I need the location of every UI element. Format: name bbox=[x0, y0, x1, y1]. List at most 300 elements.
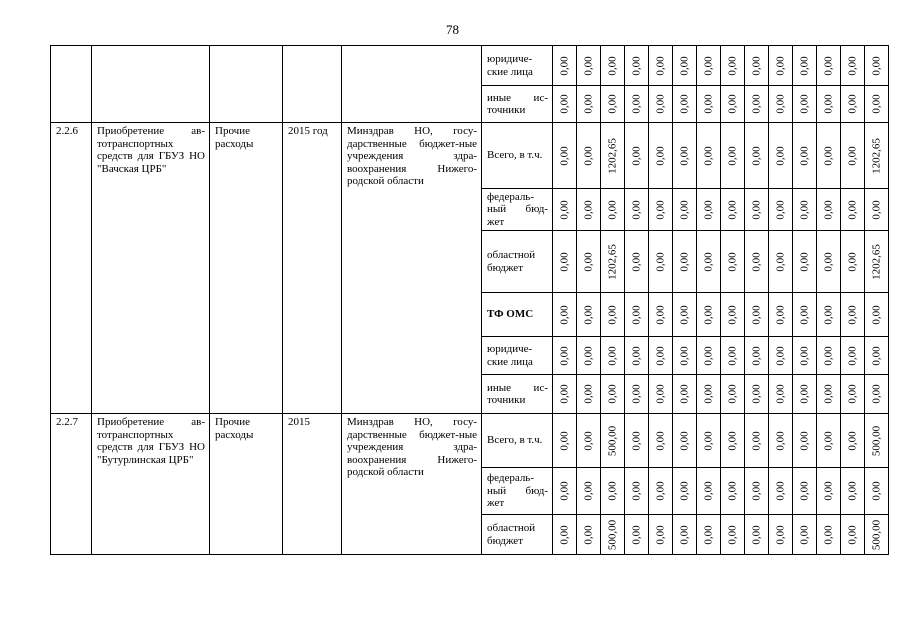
amount-cell bbox=[649, 375, 673, 414]
amount-value: 0,00 bbox=[726, 430, 738, 451]
year: 2015 год bbox=[288, 125, 328, 137]
amount-cell bbox=[865, 293, 889, 337]
amount-cell bbox=[673, 46, 697, 86]
amount-cell bbox=[553, 46, 577, 86]
amount-cell bbox=[673, 189, 697, 231]
amount-value: 0,00 bbox=[678, 55, 690, 76]
expense-type-cell bbox=[210, 414, 283, 555]
amount-value: 0,00 bbox=[630, 304, 642, 325]
measure-name-cell bbox=[92, 46, 210, 123]
amount-cell bbox=[577, 515, 601, 555]
amount-cell bbox=[697, 468, 721, 515]
amount-cell bbox=[721, 337, 745, 375]
year bbox=[283, 46, 341, 48]
amount-cell bbox=[577, 86, 601, 123]
amount-value: 0,00 bbox=[822, 481, 834, 501]
amount-cell bbox=[553, 189, 577, 231]
amount-value: 0,00 bbox=[678, 481, 690, 501]
amount-value: 0,00 bbox=[798, 145, 810, 166]
amount-cell bbox=[769, 123, 793, 189]
amount-cell bbox=[673, 468, 697, 515]
funding-source: юридиче-ские лица bbox=[487, 53, 533, 78]
row-code-cell bbox=[51, 46, 92, 123]
expense-type-cell bbox=[210, 123, 283, 414]
funding-source: ТФ ОМС bbox=[487, 308, 534, 321]
amount-cell bbox=[601, 414, 625, 468]
amount-cell bbox=[817, 123, 841, 189]
amount-cell bbox=[649, 468, 673, 515]
amount-value: 0,00 bbox=[726, 145, 738, 166]
amount-value: 0,00 bbox=[846, 94, 858, 114]
amount-cell bbox=[697, 375, 721, 414]
amount-value: 0,00 bbox=[726, 55, 738, 76]
amount-cell bbox=[625, 86, 649, 123]
amount-cell bbox=[601, 231, 625, 293]
amount-value: 0,00 bbox=[846, 345, 858, 366]
amount-cell bbox=[553, 414, 577, 468]
amount-value: 0,00 bbox=[750, 345, 762, 366]
funding-source-cell bbox=[482, 468, 553, 515]
amount-value: 0,00 bbox=[846, 481, 858, 501]
amount-value: 0,00 bbox=[750, 251, 762, 272]
amount-value: 0,00 bbox=[654, 94, 666, 114]
amount-value: 0,00 bbox=[678, 145, 690, 166]
amount-value: 0,00 bbox=[630, 481, 642, 501]
row-code-cell bbox=[51, 414, 92, 555]
amount-value: 0,00 bbox=[558, 524, 570, 545]
amount-cell bbox=[793, 293, 817, 337]
amount-value: 0,00 bbox=[750, 145, 762, 166]
amount-value: 0,00 bbox=[630, 345, 642, 366]
amount-cell bbox=[841, 293, 865, 337]
amount-value: 0,00 bbox=[678, 199, 690, 220]
amount-cell bbox=[745, 337, 769, 375]
amount-value: 0,00 bbox=[774, 251, 786, 272]
amount-value: 0,00 bbox=[558, 430, 570, 451]
amount-value: 1202,65 bbox=[870, 137, 882, 174]
amount-cell bbox=[649, 293, 673, 337]
amount-cell bbox=[817, 515, 841, 555]
funding-source-cell bbox=[482, 189, 553, 231]
amount-cell bbox=[697, 414, 721, 468]
amount-value: 0,00 bbox=[558, 94, 570, 114]
amount-cell bbox=[841, 414, 865, 468]
amount-cell bbox=[817, 46, 841, 86]
amount-cell bbox=[865, 515, 889, 555]
amount-value: 500,00 bbox=[870, 519, 882, 550]
amount-value: 0,00 bbox=[678, 430, 690, 451]
amount-value: 0,00 bbox=[678, 251, 690, 272]
amount-value: 0,00 bbox=[870, 384, 882, 404]
amount-cell bbox=[769, 46, 793, 86]
amount-cell bbox=[721, 293, 745, 337]
amount-cell bbox=[721, 515, 745, 555]
executor: Минздрав НО, госу-дарственные бюджет-ные учреждения здра-воохранения Нижего-родской области bbox=[347, 416, 477, 478]
amount-cell bbox=[577, 231, 601, 293]
amount-value: 0,00 bbox=[630, 251, 642, 272]
measure-name-cell bbox=[92, 414, 210, 555]
amount-cell bbox=[793, 337, 817, 375]
amount-cell bbox=[865, 337, 889, 375]
amount-value: 0,00 bbox=[846, 251, 858, 272]
amount-value: 0,00 bbox=[558, 304, 570, 325]
expense-type-cell bbox=[210, 46, 283, 123]
amount-value: 0,00 bbox=[606, 481, 618, 501]
amount-cell bbox=[793, 414, 817, 468]
row-code: 2.2.7 bbox=[56, 416, 78, 428]
amount-value: 0,00 bbox=[654, 384, 666, 404]
amount-value: 0,00 bbox=[798, 430, 810, 451]
amount-cell bbox=[793, 468, 817, 515]
amount-cell bbox=[817, 293, 841, 337]
amount-value: 0,00 bbox=[798, 251, 810, 272]
amount-cell bbox=[817, 414, 841, 468]
amount-value: 0,00 bbox=[774, 430, 786, 451]
amount-value: 0,00 bbox=[654, 145, 666, 166]
amount-cell bbox=[625, 414, 649, 468]
amount-cell bbox=[649, 86, 673, 123]
amount-value: 0,00 bbox=[606, 384, 618, 404]
amount-value: 0,00 bbox=[774, 384, 786, 404]
amount-value: 0,00 bbox=[558, 384, 570, 404]
amount-value: 0,00 bbox=[702, 430, 714, 451]
amount-cell bbox=[601, 189, 625, 231]
amount-cell bbox=[697, 293, 721, 337]
amount-cell bbox=[601, 86, 625, 123]
amount-value: 0,00 bbox=[750, 430, 762, 451]
amount-value: 0,00 bbox=[630, 199, 642, 220]
amount-value: 0,00 bbox=[822, 145, 834, 166]
executor-cell bbox=[342, 123, 482, 414]
amount-value: 0,00 bbox=[558, 55, 570, 76]
amount-value: 0,00 bbox=[750, 524, 762, 545]
row-code-cell bbox=[51, 123, 92, 414]
funding-source: областной бюджет bbox=[487, 522, 536, 547]
amount-value: 500,00 bbox=[606, 425, 618, 456]
amount-cell bbox=[625, 293, 649, 337]
amount-value: 0,00 bbox=[846, 199, 858, 220]
amount-cell bbox=[553, 468, 577, 515]
amount-cell bbox=[769, 293, 793, 337]
amount-value: 0,00 bbox=[582, 481, 594, 501]
amount-value: 0,00 bbox=[774, 55, 786, 76]
amount-cell bbox=[841, 189, 865, 231]
funding-source-cell bbox=[482, 123, 553, 189]
amount-cell bbox=[649, 414, 673, 468]
amount-value: 0,00 bbox=[558, 481, 570, 501]
amount-cell bbox=[601, 337, 625, 375]
amount-cell bbox=[721, 414, 745, 468]
amount-cell bbox=[697, 189, 721, 231]
amount-value: 0,00 bbox=[726, 481, 738, 501]
amount-value: 0,00 bbox=[702, 304, 714, 325]
amount-value: 0,00 bbox=[798, 384, 810, 404]
funding-source: иные ис-точники bbox=[487, 381, 548, 406]
amount-value: 0,00 bbox=[846, 145, 858, 166]
amount-cell bbox=[745, 86, 769, 123]
amount-value: 0,00 bbox=[822, 251, 834, 272]
amount-value: 0,00 bbox=[702, 94, 714, 114]
amount-value: 0,00 bbox=[654, 304, 666, 325]
amount-cell bbox=[769, 231, 793, 293]
amount-cell bbox=[745, 46, 769, 86]
amount-cell bbox=[793, 86, 817, 123]
amount-cell bbox=[865, 468, 889, 515]
funding-source: иные ис-точники bbox=[487, 91, 548, 116]
year-cell bbox=[283, 123, 342, 414]
year-cell bbox=[283, 46, 342, 123]
amount-value: 0,00 bbox=[822, 345, 834, 366]
table-row bbox=[51, 123, 889, 189]
amount-cell bbox=[841, 231, 865, 293]
amount-cell bbox=[817, 337, 841, 375]
amount-cell bbox=[601, 293, 625, 337]
funding-source: Всего, в т.ч. bbox=[487, 434, 543, 447]
amount-cell bbox=[841, 468, 865, 515]
amount-value: 0,00 bbox=[702, 145, 714, 166]
amount-cell bbox=[841, 515, 865, 555]
measure-name-cell bbox=[92, 123, 210, 414]
amount-value: 0,00 bbox=[726, 304, 738, 325]
amount-value: 0,00 bbox=[630, 55, 642, 76]
amount-value: 0,00 bbox=[678, 524, 690, 545]
amount-value: 0,00 bbox=[582, 524, 594, 545]
funding-source-cell bbox=[482, 46, 553, 86]
amount-cell bbox=[793, 123, 817, 189]
amount-value: 0,00 bbox=[630, 94, 642, 114]
amount-cell bbox=[649, 337, 673, 375]
amount-cell bbox=[721, 468, 745, 515]
amount-value: 0,00 bbox=[558, 345, 570, 366]
amount-value: 0,00 bbox=[846, 524, 858, 545]
amount-cell bbox=[745, 293, 769, 337]
amount-value: 0,00 bbox=[558, 251, 570, 272]
amount-cell bbox=[673, 337, 697, 375]
amount-cell bbox=[601, 375, 625, 414]
amount-value: 0,00 bbox=[750, 199, 762, 220]
amount-value: 0,00 bbox=[750, 481, 762, 501]
amount-value: 0,00 bbox=[822, 55, 834, 76]
amount-value: 0,00 bbox=[774, 145, 786, 166]
amount-value: 0,00 bbox=[606, 345, 618, 366]
amount-value: 0,00 bbox=[870, 304, 882, 325]
amount-value: 0,00 bbox=[726, 199, 738, 220]
amount-cell bbox=[625, 231, 649, 293]
amount-cell bbox=[721, 123, 745, 189]
funding-source: федераль-ный бюд-жет bbox=[487, 190, 548, 228]
table-row bbox=[51, 414, 889, 468]
amount-cell bbox=[745, 375, 769, 414]
amount-value: 0,00 bbox=[774, 199, 786, 220]
amount-cell bbox=[745, 515, 769, 555]
amount-value: 0,00 bbox=[798, 481, 810, 501]
amount-value: 0,00 bbox=[726, 251, 738, 272]
amount-value: 0,00 bbox=[798, 304, 810, 325]
row-code bbox=[51, 46, 91, 48]
amount-cell bbox=[865, 46, 889, 86]
amount-value: 0,00 bbox=[654, 251, 666, 272]
amount-value: 0,00 bbox=[654, 55, 666, 76]
amount-cell bbox=[649, 231, 673, 293]
amount-cell bbox=[697, 231, 721, 293]
amount-cell bbox=[601, 468, 625, 515]
amount-cell bbox=[673, 123, 697, 189]
executor bbox=[342, 46, 481, 48]
amount-value: 0,00 bbox=[582, 145, 594, 166]
row-code: 2.2.6 bbox=[56, 125, 78, 137]
amount-value: 0,00 bbox=[774, 524, 786, 545]
amount-value: 0,00 bbox=[870, 55, 882, 76]
amount-cell bbox=[577, 189, 601, 231]
amount-cell bbox=[697, 337, 721, 375]
amount-cell bbox=[625, 515, 649, 555]
amount-cell bbox=[697, 46, 721, 86]
amount-value: 0,00 bbox=[582, 430, 594, 451]
amount-cell bbox=[745, 123, 769, 189]
amount-value: 500,00 bbox=[606, 519, 618, 550]
amount-cell bbox=[769, 414, 793, 468]
amount-cell bbox=[721, 375, 745, 414]
amount-cell bbox=[601, 123, 625, 189]
funding-source-cell bbox=[482, 414, 553, 468]
amount-cell bbox=[841, 375, 865, 414]
amount-cell bbox=[625, 46, 649, 86]
amount-cell bbox=[577, 468, 601, 515]
funding-source: юридиче-ские лица bbox=[487, 343, 533, 368]
amount-cell bbox=[697, 86, 721, 123]
amount-cell bbox=[721, 86, 745, 123]
page-number: 78 bbox=[446, 22, 459, 37]
amount-value: 1202,65 bbox=[606, 243, 618, 280]
amount-value: 0,00 bbox=[702, 55, 714, 76]
expense-type: Прочие расходы bbox=[215, 416, 254, 441]
amount-cell bbox=[697, 515, 721, 555]
executor: Минздрав НО, госу-дарственные бюджет-ные учреждения здра-воохранения Нижего-родской области bbox=[347, 125, 477, 187]
amount-value: 0,00 bbox=[774, 481, 786, 501]
amount-cell bbox=[577, 293, 601, 337]
funding-source: Всего, в т.ч. bbox=[487, 149, 543, 162]
expense-type: Прочие расходы bbox=[215, 125, 254, 150]
funding-source-cell bbox=[482, 337, 553, 375]
measure-name: Приобретение ав-тотранспортных средств для ГБУЗ НО "Вачская ЦРБ" bbox=[97, 125, 205, 175]
amount-cell bbox=[865, 189, 889, 231]
funding-source-cell bbox=[482, 231, 553, 293]
amount-value: 0,00 bbox=[822, 524, 834, 545]
funding-source-cell bbox=[482, 293, 553, 337]
amount-value: 0,00 bbox=[582, 304, 594, 325]
amount-cell bbox=[745, 231, 769, 293]
amount-cell bbox=[745, 414, 769, 468]
amount-value: 0,00 bbox=[702, 524, 714, 545]
amount-value: 0,00 bbox=[726, 384, 738, 404]
amount-cell bbox=[625, 337, 649, 375]
amount-value: 0,00 bbox=[822, 94, 834, 114]
amount-value: 0,00 bbox=[846, 430, 858, 451]
amount-cell bbox=[769, 515, 793, 555]
amount-cell bbox=[673, 515, 697, 555]
amount-cell bbox=[865, 414, 889, 468]
amount-value: 0,00 bbox=[702, 345, 714, 366]
amount-value: 0,00 bbox=[630, 384, 642, 404]
amount-value: 0,00 bbox=[702, 384, 714, 404]
amount-cell bbox=[841, 337, 865, 375]
amount-cell bbox=[817, 86, 841, 123]
amount-cell bbox=[673, 231, 697, 293]
amount-value: 0,00 bbox=[630, 430, 642, 451]
amount-value: 0,00 bbox=[678, 345, 690, 366]
amount-value: 0,00 bbox=[774, 304, 786, 325]
amount-cell bbox=[577, 46, 601, 86]
amount-cell bbox=[769, 375, 793, 414]
amount-cell bbox=[841, 123, 865, 189]
amount-value: 0,00 bbox=[870, 199, 882, 220]
amount-cell bbox=[625, 468, 649, 515]
amount-value: 0,00 bbox=[678, 304, 690, 325]
amount-value: 1202,65 bbox=[870, 243, 882, 280]
amount-value: 0,00 bbox=[846, 384, 858, 404]
amount-cell bbox=[865, 375, 889, 414]
amount-value: 0,00 bbox=[774, 345, 786, 366]
amount-cell bbox=[769, 189, 793, 231]
amount-value: 0,00 bbox=[678, 94, 690, 114]
amount-cell bbox=[601, 46, 625, 86]
amount-cell bbox=[553, 337, 577, 375]
amount-value: 0,00 bbox=[798, 199, 810, 220]
year-cell bbox=[283, 414, 342, 555]
funding-source-cell bbox=[482, 375, 553, 414]
amount-cell bbox=[769, 86, 793, 123]
executor-cell bbox=[342, 46, 482, 123]
amount-value: 0,00 bbox=[654, 481, 666, 501]
year: 2015 bbox=[288, 416, 310, 428]
amount-cell bbox=[553, 293, 577, 337]
amount-value: 0,00 bbox=[798, 55, 810, 76]
amount-value: 0,00 bbox=[558, 145, 570, 166]
executor-cell bbox=[342, 414, 482, 555]
amount-value: 0,00 bbox=[822, 430, 834, 451]
amount-cell bbox=[841, 46, 865, 86]
amount-value: 0,00 bbox=[750, 94, 762, 114]
amount-cell bbox=[673, 293, 697, 337]
amount-cell bbox=[721, 46, 745, 86]
amount-value: 0,00 bbox=[774, 94, 786, 114]
amount-cell bbox=[769, 468, 793, 515]
amount-value: 0,00 bbox=[798, 345, 810, 366]
amount-value: 0,00 bbox=[726, 345, 738, 366]
amount-cell bbox=[817, 468, 841, 515]
amount-cell bbox=[721, 231, 745, 293]
amount-value: 0,00 bbox=[750, 55, 762, 76]
amount-cell bbox=[817, 375, 841, 414]
amount-cell bbox=[769, 337, 793, 375]
amount-value: 0,00 bbox=[798, 94, 810, 114]
amount-value: 0,00 bbox=[654, 345, 666, 366]
amount-cell bbox=[673, 86, 697, 123]
amount-cell bbox=[793, 515, 817, 555]
amount-cell bbox=[577, 414, 601, 468]
amount-cell bbox=[577, 375, 601, 414]
measure-name: Приобретение ав-тотранспортных средств для ГБУЗ НО "Бутурлинская ЦРБ" bbox=[97, 416, 205, 466]
amount-value: 0,00 bbox=[870, 94, 882, 114]
amount-cell bbox=[553, 375, 577, 414]
amount-value: 0,00 bbox=[582, 55, 594, 76]
amount-value: 500,00 bbox=[870, 425, 882, 456]
amount-cell bbox=[745, 189, 769, 231]
amount-cell bbox=[553, 515, 577, 555]
expense-type bbox=[210, 46, 282, 48]
amount-value: 0,00 bbox=[582, 199, 594, 220]
amount-cell bbox=[721, 189, 745, 231]
